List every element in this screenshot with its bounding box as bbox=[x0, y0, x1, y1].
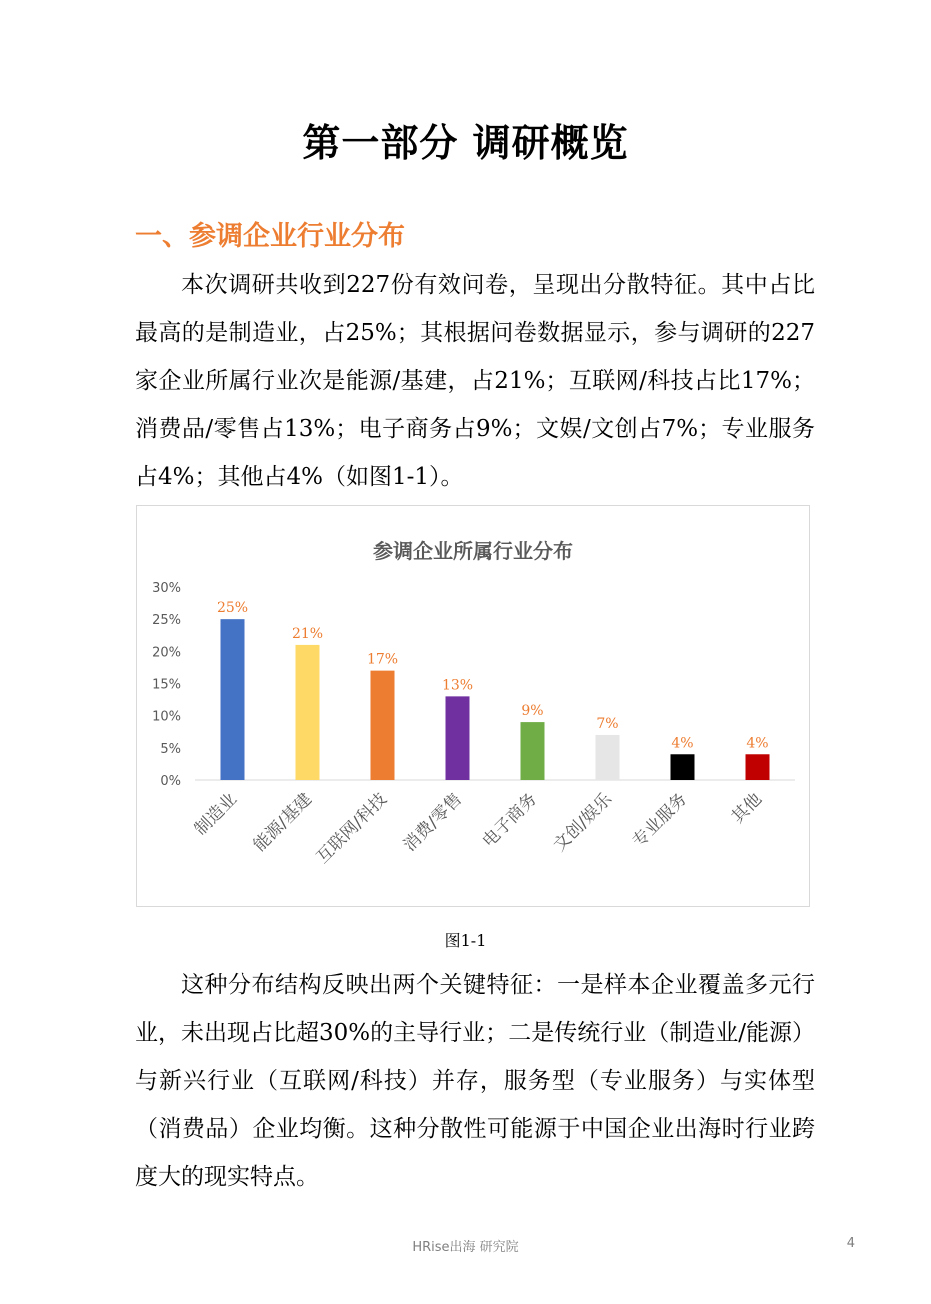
y-tick-label: 20% bbox=[152, 645, 181, 661]
y-tick-label: 0% bbox=[160, 774, 181, 789]
industry-bar-chart bbox=[136, 505, 810, 907]
bar-data-label: 13% bbox=[441, 677, 474, 694]
x-category-label: 消费/零售 bbox=[399, 789, 467, 856]
x-category-label: 其他 bbox=[727, 789, 767, 828]
x-category-label: 能源/基建 bbox=[249, 789, 317, 856]
bar bbox=[596, 735, 620, 780]
figure-caption: 图1-1 bbox=[444, 931, 487, 950]
bar bbox=[371, 671, 395, 780]
chart-canvas bbox=[137, 506, 809, 906]
x-category-label: 制造业 bbox=[190, 789, 242, 840]
bar bbox=[521, 722, 545, 780]
intro-paragraph: 本次调研共收到227份有效问卷，呈现出分散特征。其中占比最高的是制造业，占25%；其根据问卷数据显示，参与调研的227家企业所属行业次是能源/基建，占21%；互联网/科技占比17%；消费品/零售占13%；电子商务占9%；文娱/文创占7%；专业服务占4%；其他占4%（如图1-1）。 bbox=[135, 272, 815, 490]
bar-data-label: 7% bbox=[596, 715, 619, 732]
bar-data-label: 4% bbox=[746, 735, 769, 752]
bar bbox=[446, 696, 470, 780]
bar-data-label: 21% bbox=[291, 625, 324, 642]
y-tick-label: 15% bbox=[152, 677, 181, 693]
x-category-label: 互联网/科技 bbox=[312, 789, 392, 868]
bar bbox=[221, 619, 245, 780]
y-tick-label: 25% bbox=[152, 613, 181, 629]
bar bbox=[746, 754, 770, 780]
y-tick-label: 30% bbox=[152, 581, 181, 596]
x-category-label: 文创/娱乐 bbox=[549, 789, 617, 856]
bar bbox=[671, 754, 695, 780]
x-category-label: 电子商务 bbox=[478, 789, 542, 852]
chart-title: 参调企业所属行业分布 bbox=[373, 539, 573, 563]
y-tick-label: 5% bbox=[160, 741, 181, 757]
bar-data-label: 17% bbox=[366, 651, 399, 668]
section-heading: 一、参调企业行业分布 bbox=[135, 221, 405, 252]
page-title: 第一部分 调研概览 bbox=[302, 121, 629, 165]
analysis-paragraph: 这种分布结构反映出两个关键特征：一是样本企业覆盖多元行业，未出现占比超30%的主导行业；二是传统行业（制造业/能源）与新兴行业（互联网/科技）并存，服务型（专业服务）与实体型（消费品）企业均衡。这种分散性可能源于中国企业出海时行业跨度大的现实特点。 bbox=[135, 972, 815, 1190]
bar-data-label: 4% bbox=[671, 735, 694, 752]
bar-data-label: 25% bbox=[216, 600, 249, 617]
bar-data-label: 9% bbox=[521, 703, 544, 720]
y-tick-label: 10% bbox=[152, 709, 181, 725]
footer-text: HRise出海 研究院 bbox=[412, 1240, 519, 1255]
page-number: 4 bbox=[846, 1236, 855, 1251]
bar bbox=[296, 645, 320, 780]
x-category-label: 专业服务 bbox=[628, 789, 692, 852]
